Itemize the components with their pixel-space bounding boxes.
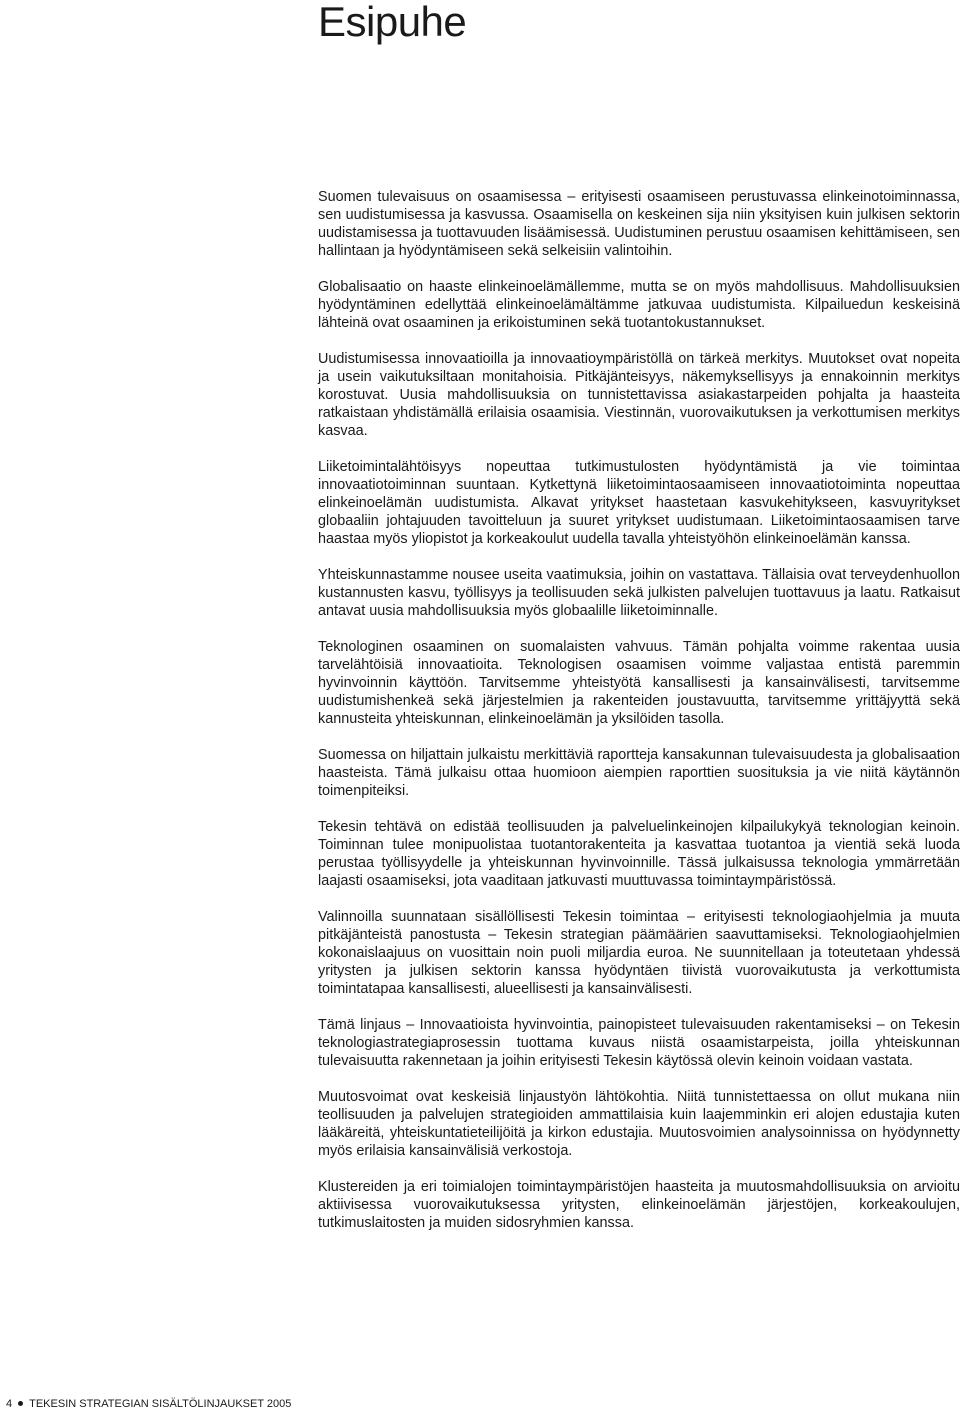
paragraph: Uudistumisessa innovaatioilla ja innovaatioympäristöllä on tärkeä merkitys. Muutokset ovat nopeita ja usein vaikutuksiltaan monitahoisia. Pitkäjänteisyys, näkemyksellisyys ja ennakoinnin merkitys korostuvat. Uusia mahdollisuuksia on tunnistettavissa asiakastarpeiden pohjalta ja haasteita ratkaistaan yhdistämällä erilaisia osaamisia. Viestinnän, vuorovaikutuksen ja verkottumisen merkitys kasvaa. xyxy=(318,351,960,439)
page-title: Esipuhe xyxy=(318,0,467,45)
paragraph: Yhteiskunnastamme nousee useita vaatimuksia, joihin on vastattava. Tällaisia ovat terveydenhuollon kustannusten kasvu, työllisyys ja teollisuuden sekä julkisten palvelujen tuottavuus ja laatu. Ratkaisut antavat uusia mahdollisuuksia myös globaalille liiketoiminnalle. xyxy=(318,567,960,619)
bullet-icon xyxy=(18,1401,23,1406)
paragraph: Tämä linjaus – Innovaatioista hyvinvointia, painopisteet tulevaisuuden rakentamiseksi – on Tekesin teknologiastrategiaprosessin tuottama kuvaus niistä osaamistarpeista, joilla yhteiskunnan tulevaisuutta rakennetaan ja joihin erityisesti Tekesin käytössä olevin keinoin voidaan vastata. xyxy=(318,1017,960,1069)
paragraph: Klustereiden ja eri toimialojen toimintaympäristöjen haasteita ja muutosmahdollisuuksia on arvioitu aktiivisessa vuorovaikutuksessa yritysten, elinkeinoelämän järjestöjen, korkeakoulujen, tutkimuslaitosten ja muiden sidosryhmien kanssa. xyxy=(318,1179,960,1231)
paragraph: Liiketoimintalähtöisyys nopeuttaa tutkimustulosten hyödyntämistä ja vie toimintaa innovaatiotoiminnan suuntaan. Kytkettynä liiketoimintaosaamiseen innovaatiotoiminta nopeuttaa elinkeinoelämän uudistumista. Alkavat yritykset haastetaan kasvukehitykseen, kasvuyritykset globaaliin johtajuuden tavoitteluun ja suuret yritykset uudistumaan. Liiketoimintaosaamisen tarve haastaa myös yliopistot ja korkeakoulut uudella tavalla yhteistyöhön elinkeinoelämän kanssa. xyxy=(318,459,960,547)
paragraph: Valinnoilla suunnataan sisällöllisesti Tekesin toimintaa – erityisesti teknologiaohjelmia ja muuta pitkäjänteistä panostusta – Tekesin strategian päämäärien saavuttamiseksi. Teknologiaohjelmien kokonaislaajuus on vuosittain noin puoli miljardia euroa. Ne suunnitellaan ja toteutetaan yhdessä yritysten ja julkisen sektorin kanssa hyödyntäen tiivistä vuorovaikutusta ja verkottumista toimintatapaa kansallisesti, alueellisesti ja kansainvälisesti. xyxy=(318,909,960,997)
paragraph: Suomen tulevaisuus on osaamisessa – erityisesti osaamiseen perustuvassa elinkeinotoiminnassa, sen uudistumisessa ja kasvussa. Osaamisella on keskeinen sija niin yksityisen kuin julkisen sektorin uudistamisessa ja tuottavuuden lisäämisessä. Uudistuminen perustuu osaamisen kehittämiseen, sen hallintaan ja hyödyntämiseen sekä selkeisiin valintoihin. xyxy=(318,189,960,259)
paragraph: Tekesin tehtävä on edistää teollisuuden ja palveluelinkeinojen kilpailukykyä teknologian keinoin. Toiminnan tulee monipuolistaa tuotantorakenteita ja kasvattaa tuotantoa ja vientiä sekä luoda perustaa työllisyydelle ja yhteiskunnan hyvinvoinnille. Tässä julkaisussa teknologia ymmärretään laajasti osaamiseksi, jota vaaditaan jatkuvasti muuttuvassa toimintaympäristössä. xyxy=(318,819,960,889)
paragraph: Globalisaatio on haaste elinkeinoelämällemme, mutta se on myös mahdollisuus. Mahdollisuuksien hyödyntäminen edellyttää elinkeinoelämältämme jatkuvaa uudistumista. Kilpailuedun keskeisinä lähteinä ovat osaaminen ja erikoistuminen sekä tuotantokustannukset. xyxy=(318,279,960,331)
body-text xyxy=(318,188,960,1250)
page-number: 4 xyxy=(6,1398,13,1410)
paragraph: Muutosvoimat ovat keskeisiä linjaustyön lähtökohtia. Niitä tunnistettaessa on ollut mukana niin teollisuuden ja palvelujen strategioiden ammattilaisia kuin laajemminkin eri alojen edustajia kuten lääkäreitä, yhteiskuntatieteilijöitä ja kirkon edustajia. Muutosvoimien analysoinnissa on hyödynnetty myös erilaisia kansainvälisiä verkostoja. xyxy=(318,1089,960,1159)
paragraph: Teknologinen osaaminen on suomalaisten vahvuus. Tämän pohjalta voimme rakentaa uusia tarvelähtöisiä innovaatioita. Teknologisen osaamisen voimme valjastaa entistä paremmin hyvinvoinnin käyttöön. Tarvitsemme yhteistyötä kansallisesti ja kansainvälisesti, tarvitsemme uudistumishenkeä sekä järjestelmien ja rakenteiden joustavuutta, tarvitsemme yrittäjyyttä sekä kannusteita yhteiskunnan, elinkeinoelämän ja yksilöiden tasolla. xyxy=(318,639,960,727)
page-footer xyxy=(6,1397,291,1411)
paragraph: Suomessa on hiljattain julkaistu merkittäviä raportteja kansakunnan tulevaisuudesta ja globalisaation haasteista. Tämä julkaisu ottaa huomioon aiempien raporttien suosituksia ja vie niitä käytännön toimenpiteiksi. xyxy=(318,747,960,799)
publication-title: TEKESIN STRATEGIAN SISÄLTÖLINJAUKSET 2005 xyxy=(29,1398,292,1410)
